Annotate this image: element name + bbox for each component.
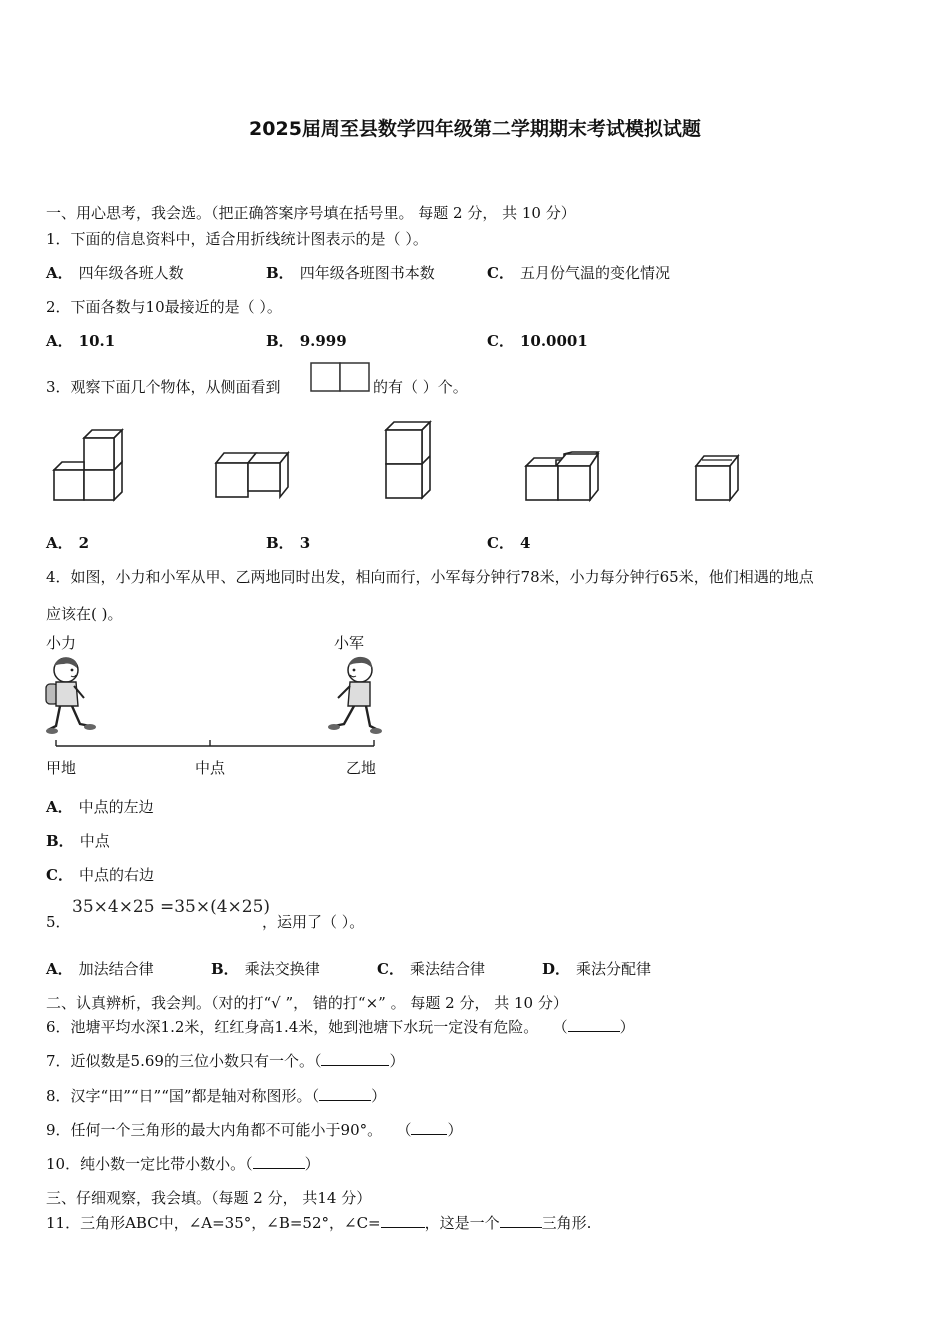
q1-option-c[interactable]: C． 五月份气温的变化情况 <box>487 264 670 282</box>
q7-answer-blank[interactable] <box>321 1065 389 1066</box>
cube-figure-4 <box>522 448 607 506</box>
q3-stem-after: 的有（ ）个。 <box>373 378 468 396</box>
q4-stem-line1: 4．如图，小力和小军从甲、乙两地同时出发，相向而行，小军每分钟行78米，小力每分钟行65米，他们相遇的地点 <box>46 568 814 586</box>
q8-answer-blank[interactable] <box>319 1100 371 1101</box>
q5-option-c[interactable]: C． 乘法结合律 <box>377 960 485 978</box>
q9: 9．任何一个三角形的最大内角都不可能小于90°。 （ ） <box>46 1121 463 1139</box>
q5-option-a[interactable]: A． 加法结合律 <box>46 960 154 978</box>
q4-option-b[interactable]: B． 中点 <box>46 832 110 850</box>
q10: 10．纯小数一定比带小数小。（ ） <box>46 1155 320 1173</box>
midpoint-label: 中点 <box>195 759 226 777</box>
q6: 6．池塘平均水深1.2米，红红身高1.4米，她到池塘下水玩一定没有危险。 （ ） <box>46 1018 635 1036</box>
q5-option-d[interactable]: D． 乘法分配律 <box>542 960 652 978</box>
xiaojun-label: 小军 <box>334 634 365 652</box>
yidi-label: 乙地 <box>346 759 377 777</box>
side-view-figure <box>310 362 370 392</box>
jiadi-label: 甲地 <box>46 759 77 777</box>
q5-option-b[interactable]: B． 乘法交换律 <box>211 960 320 978</box>
section1-heading: 一、用心思考，我会选。（把正确答案序号填在括号里。 每题 2 分， 共 10 分） <box>46 204 576 222</box>
xiaoli-label: 小力 <box>46 634 77 652</box>
q4-option-a[interactable]: A． 中点的左边 <box>46 798 154 816</box>
q1-stem: 1．下面的信息资料中，适合用折线统计图表示的是（ ）。 <box>46 230 428 248</box>
q1-option-a[interactable]: A． 四年级各班人数 <box>46 264 184 282</box>
cube-figure-2 <box>212 445 297 505</box>
q7: 7．近似数是5.69的三位小数只有一个。（ ） <box>46 1052 405 1070</box>
q4-option-c[interactable]: C． 中点的右边 <box>46 866 154 884</box>
q10-answer-blank[interactable] <box>253 1168 305 1169</box>
cube-figure-5 <box>692 450 744 505</box>
cube-figure-1 <box>50 428 130 503</box>
q3-option-a[interactable]: A． 2 <box>46 534 90 552</box>
q11: 11．三角形ABC中，∠A=35°，∠B=52°，∠C= ，这是一个 三角形. <box>46 1214 592 1232</box>
q5-formula: 35×4×25 =35×(4×25) <box>72 897 271 917</box>
q5-number: 5． <box>46 913 71 931</box>
q11-angle-blank[interactable] <box>381 1227 425 1228</box>
section3-heading: 三、仔细观察，我会填。（每题 2 分， 共14 分） <box>46 1189 372 1207</box>
route-line <box>46 738 386 752</box>
q4-stem-line2: 应该在( )。 <box>46 605 123 623</box>
q8: 8．汉字“田”“日”“国”都是轴对称图形。（ ） <box>46 1087 387 1105</box>
q5-stem-after: ，运用了（ ）。 <box>262 913 365 931</box>
q2-option-a[interactable]: A． 10.1 <box>46 332 116 350</box>
q3-option-b[interactable]: B． 3 <box>266 534 311 552</box>
q6-answer-blank[interactable] <box>568 1031 620 1032</box>
q3-stem-before: 3．观察下面几个物体，从侧面看到 <box>46 378 281 396</box>
q2-stem: 2．下面各数与10最接近的是（ ）。 <box>46 298 282 316</box>
q9-answer-blank[interactable] <box>411 1134 447 1135</box>
xiaoli-figure <box>44 654 96 740</box>
q11-type-blank[interactable] <box>500 1227 542 1228</box>
q3-option-c[interactable]: C． 4 <box>487 534 531 552</box>
xiaojun-figure <box>326 654 382 740</box>
cube-figure-3 <box>382 418 437 506</box>
page-title: 2025届周至县数学四年级第二学期期末考试模拟试题 <box>249 118 701 140</box>
q1-option-b[interactable]: B． 四年级各班图书本数 <box>266 264 435 282</box>
q2-option-c[interactable]: C． 10.0001 <box>487 332 588 350</box>
section2-heading: 二、认真辨析，我会判。（对的打“√ ”， 错的打“×” 。 每题 2 分， 共 10 分） <box>46 994 568 1012</box>
q2-option-b[interactable]: B． 9.999 <box>266 332 347 350</box>
